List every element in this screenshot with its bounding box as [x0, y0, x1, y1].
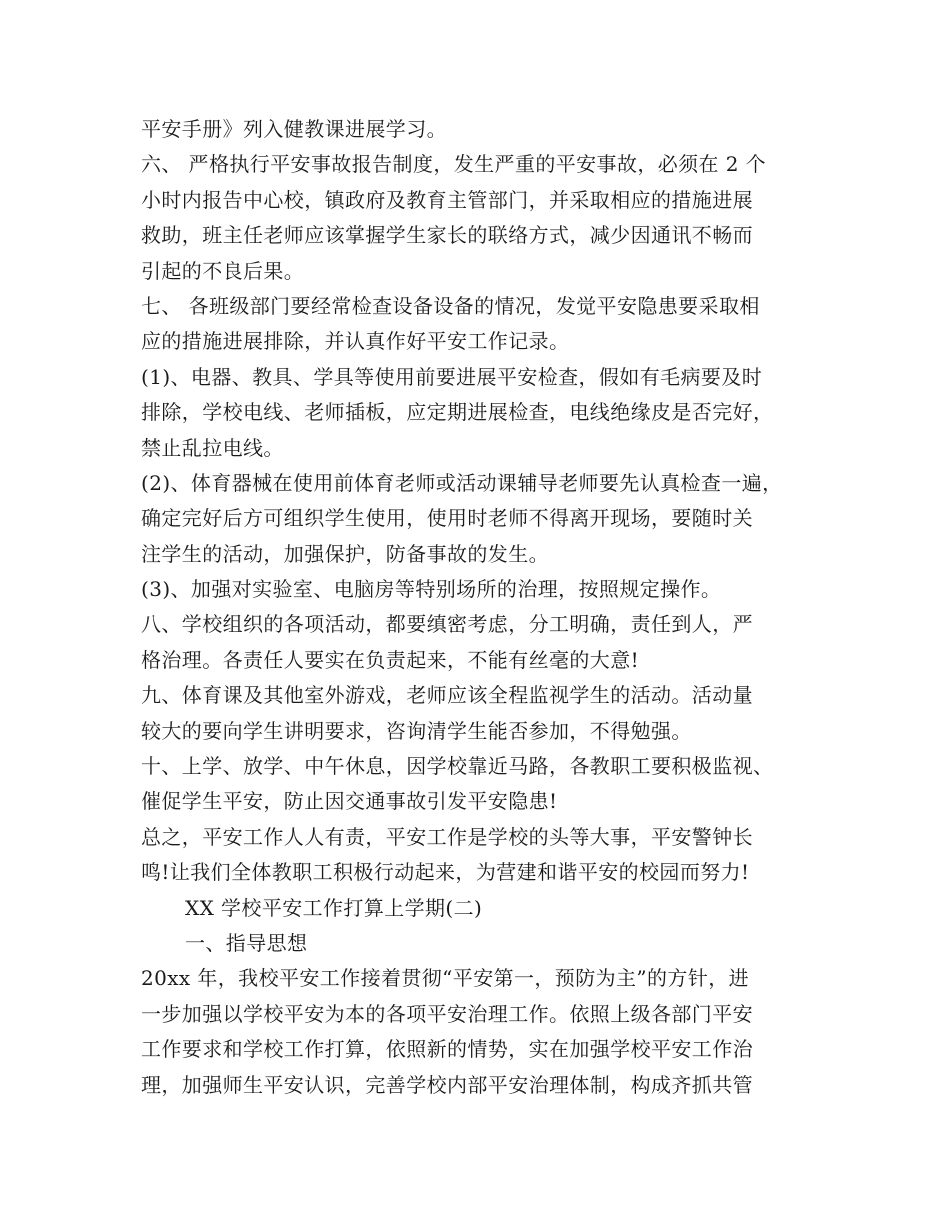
text-line: 六、 严格执行平安事故报告制度，发生严重的平安事故，必须在 2 个: [141, 152, 766, 177]
text-line: 八、学校组织的各项活动，都要缜密考虑，分工明确，责任到人，严: [141, 612, 753, 637]
text-line: (1)、电器、教具、学具等使用前要进展平安检查，假如有毛病要及时: [141, 364, 763, 389]
text-line: 理，加强师生平安认识，完善学校内部平安治理体制，构成齐抓共管: [141, 1072, 753, 1097]
text-line: 禁止乱拉电线。: [141, 435, 284, 460]
text-line: 十、上学、放学、中午休息，因学校靠近马路，各教职工要积极监视、: [141, 754, 774, 779]
text-line: 引起的不良后果。: [141, 258, 305, 283]
text-line: 确定完好后方可组织学生使用，使用时老师不得离开现场，要随时关: [141, 506, 753, 531]
text-line: 工作要求和学校工作打算，依照新的情势，实在加强学校平安工作治: [141, 1037, 753, 1062]
text-line: 应的措施进展排除，并认真作好平安工作记录。: [141, 329, 570, 354]
text-line: 格治理。各责任人要实在负责起来，不能有丝毫的大意!: [141, 647, 640, 672]
text-line: 七、 各班级部门要经常检查设备设备的情况，发觉平安隐患要采取相: [141, 293, 760, 318]
text-line: 注学生的活动，加强保护，防备事故的发生。: [141, 541, 549, 566]
text-line: 鸣!让我们全体教职工积极行动起来，为营建和谐平安的校园而努力!: [141, 860, 750, 885]
text-line: (2)、体育器械在使用前体育老师或活动课辅导老师要先认真检查一遍，: [141, 470, 783, 495]
document-body: [141, 112, 831, 1103]
text-line: 20xx 年，我校平安工作接着贯彻“平安第一，预防为主”的方针，进: [141, 966, 750, 991]
text-line: 较大的要向学生讲明要求，咨询清学生能否参加，不得勉强。: [141, 718, 692, 743]
text-line: 平安手册》列入健教课进展学习。: [141, 117, 447, 141]
text-line: (3)、加强对实验室、电脑房等特别场所的治理，按照规定操作。: [141, 577, 722, 602]
text-line: 小时内报告中心校，镇政府及教育主管部门，并采取相应的措施进展: [141, 187, 753, 212]
text-line: 总之，平安工作人人有责，平安工作是学校的头等大事，平安警钟长: [141, 824, 753, 849]
text-line: 九、体育课及其他室外游戏，老师应该全程监视学生的活动。活动量: [141, 683, 753, 708]
text-line: 催促学生平安，防止因交通事故引发平安隐患!: [141, 789, 558, 814]
text-line: 排除，学校电线、老师插板，应定期进展检查，电线绝缘皮是否完好，: [141, 400, 774, 425]
text-line: 救助，班主任老师应该掌握学生家长的联络方式，减少因通讯不畅而: [141, 223, 753, 248]
text-line: 一步加强以学校平安为本的各项平安治理工作。依照上级各部门平安: [141, 1001, 753, 1026]
subsection-heading: 一、指导思想: [185, 930, 308, 955]
section-heading: XX 学校平安工作打算上学期(二): [185, 895, 483, 920]
